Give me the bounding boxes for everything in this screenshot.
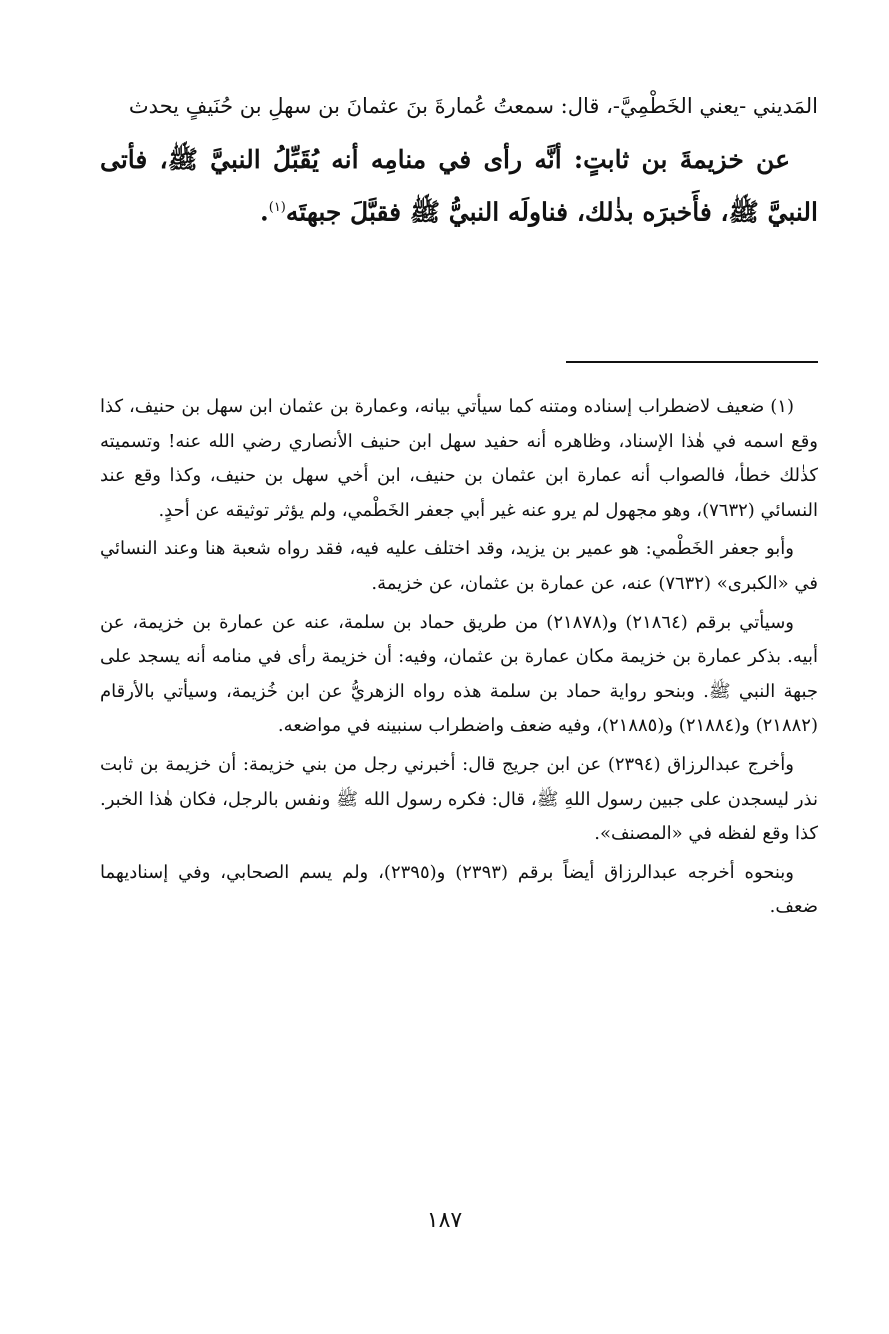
footnote-paragraph: وبنحوه أخرجه عبدالرزاق أيضاً برقم (٢٣٩٣) و(٢٣٩٥)، ولم يسم الصحابي، وفي إسناديهما ضعف.	[100, 861, 818, 918]
footnote-paragraph: وأبو جعفر الخَطْمي: هو عمير بن يزيد، وقد اختلف عليه فيه، فقد رواه شعبة هنا وعند النسائي في «الكبرى» (٧٦٣٢) عنه، عن عمارة بن عثمان، عن خزيمة.	[100, 538, 818, 594]
footnote-paragraph: (١) ضعيف لاضطراب إسناده ومتنه كما سيأتي بيانه، وعمارة بن عثمان ابن سهل بن حنيف، كذا وقع اسمه في هٰذا الإسناد، وظاهره أنه حفيد سهل ابن حنيف الأنصاري رضي الله عنه! وتسميته كذٰلك خطأ، فالصواب أنه عمارة ابن عثمان بن حنيف، ابن أخي سهل بن حنيف، وكذا وقع عند النسائي (٧٦٣٢)، وهو مجهول لم يرو عنه غير أبي جعفر الخَطْمي، ولم يؤثر توثيقه عن أحدٍ.	[100, 396, 818, 521]
footnote-paragraph: وأخرج عبدالرزاق (٢٣٩٤) عن ابن جريج قال: أخبرني رجل من بني خزيمة: أن خزيمة بن ثابت نذر ليسجدن على جبين رسول اللهِ ﷺ، قال: فكره رسول الله ﷺ ونفس بالرجل، فكان هٰذا الخبر. كذا وقع لفظه في «المصنف».	[100, 753, 818, 845]
hadith-text	[100, 136, 818, 236]
footnotes	[100, 390, 818, 929]
footnote-marker: (١)	[268, 200, 286, 215]
footnote-paragraph: وسيأتي برقم (٢١٨٦٤) و(٢١٨٧٨) من طريق حماد بن سلمة، عنه عن عمارة بن خزيمة، عن أبيه. بذكر عمارة بن خزيمة مكان عمارة بن عثمان، وفيه: أن خزيمة رأى في منامه أنه يسجد على جبهة النبي ﷺ. وبنحو رواية حماد بن سلمة هذه رواه الزهريُّ عن ابن خُزيمة، وسيأتي بالأرقام (٢١٨٨٢) و(٢١٨٨٤) و(٢١٨٨٥)، وفيه ضعف واضطراب سنبينه في مواضعه.	[100, 611, 818, 737]
main-text	[100, 90, 818, 236]
page-number: ١٨٧	[426, 1208, 463, 1233]
hadith-end-punct: .	[260, 197, 269, 227]
isnad-text: المَديني -يعني الخَطْمِيَّ-، قال: سمعتُ عُمارةَ بنَ عثمانَ بن سهلِ بن حُنَيفٍ يحدث	[128, 94, 818, 118]
footnote-separator	[566, 361, 818, 363]
hadith-body: عن خزيمةَ بن ثابتٍ: أنَّه رأى في منامِه أنه يُقَبِّلُ النبيَّ ﷺ، فأتى النبيَّ ﷺ، فأَخبرَه بذٰلك، فناولَه النبيُّ ﷺ فقبَّلَ جبهتَه	[100, 145, 818, 227]
